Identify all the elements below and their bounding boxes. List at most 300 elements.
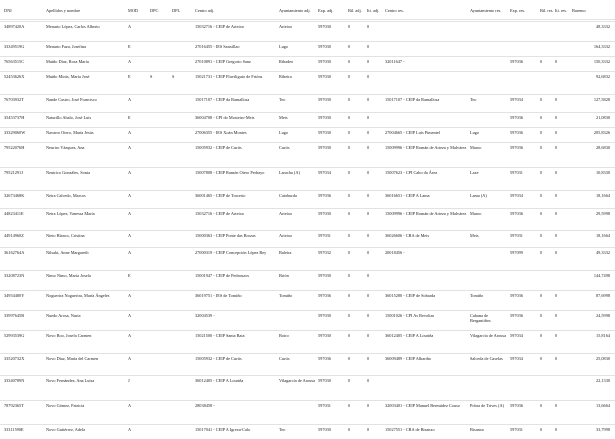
column-header-baremo: Baremo [572, 8, 586, 13]
cell-iti-adj: 0 [367, 333, 370, 338]
cell-iti-res: 0 [555, 250, 558, 255]
cell-iti-res: 0 [555, 233, 558, 238]
cell-name: Meaurio Faza, Josefina [46, 44, 86, 49]
cell-ayto-adj: Tomiño [279, 293, 293, 298]
row-divider [0, 71, 615, 72]
cell-centro-adj: 15032716 - CEIP de Arteixo [195, 211, 245, 216]
row-divider [0, 270, 615, 271]
cell-iti-adj: 0 [367, 74, 370, 79]
cell-exp-res: 597034 [510, 97, 523, 102]
cell-bil-res: 0 [540, 97, 543, 102]
cell-mod: A [128, 145, 132, 150]
cell-bil-adj: 0 [348, 130, 351, 135]
cell-bil-adj: 0 [348, 233, 351, 238]
cell-ayto-res: Meis [470, 233, 479, 238]
cell-exp-res: 597036 [510, 130, 523, 135]
cell-name: Nimo Nimo, María Josefa [46, 273, 91, 278]
cell-dni: 33340789N [4, 378, 25, 383]
cell-bil-res: 0 [540, 145, 543, 150]
cell-bil-res: 0 [540, 356, 543, 361]
cell-bil-adj: 0 [348, 97, 351, 102]
cell-iti-adj: 0 [367, 170, 370, 175]
cell-centro-res: 36026606 - CRA de Meis [385, 233, 430, 238]
cell-bil-adj: 0 [348, 193, 351, 198]
cell-ayto-res: Lama (A) [470, 193, 487, 198]
cell-bil-res: 0 [540, 403, 543, 408]
cell-exp-res: 597031 [510, 427, 523, 432]
cell-name: Novo Boo, Josefa Carmen [46, 333, 92, 338]
cell-name: Neira Calcedo, Marcos [46, 193, 86, 198]
cell-ayto-res: Cabana de Bergantiños [470, 313, 491, 324]
cell-iti-adj: 0 [367, 59, 370, 64]
cell-iti-adj: 0 [367, 427, 370, 432]
cell-iti-adj: 0 [367, 356, 370, 361]
cell-ayto-adj: Lugo [279, 44, 289, 49]
column-header-ayto-adj: Ayuntamiento adj. [279, 8, 311, 13]
cell-exp-res: 597036 [510, 59, 523, 64]
cell-mod: A [128, 59, 132, 64]
cell-ayto-res: Lugo [470, 130, 480, 135]
cell-baremo: 48,3332 [596, 24, 610, 29]
cell-iti-adj: 0 [367, 313, 370, 318]
cell-ayto-res: Salceda de Caselas [470, 356, 503, 361]
column-header-centro-res: Centro res. [385, 8, 404, 13]
cell-ayto-adj: Catoburda [279, 193, 297, 198]
cell-iti-adj: 0 [367, 378, 370, 383]
row-divider [0, 330, 615, 331]
cell-bil-res: 0 [540, 170, 543, 175]
cell-ayto-adj: Teo [279, 427, 286, 432]
cell-bil-res: 0 [540, 333, 543, 338]
cell-bil-adj: 0 [348, 115, 351, 120]
cell-dni: 33520732X [4, 356, 25, 361]
row-divider [0, 41, 615, 42]
cell-mod: A [128, 170, 132, 175]
cell-centro-res: 20018456 - [385, 250, 405, 255]
cell-dni: 35453737H [4, 115, 25, 120]
cell-ayto-adj: Ribeira [279, 74, 292, 79]
cell-baremo: 144,7498 [593, 273, 610, 278]
cell-dni: 32673468K [4, 193, 25, 198]
cell-ayto-adj: Arteixo [279, 24, 293, 29]
cell-mod: E [128, 115, 131, 120]
cell-centro-res: 15017107 - CEIP da Ramallosa [385, 97, 440, 102]
cell-exp-res: 597034 [510, 356, 523, 361]
cell-name: Nieto Blanco, Cristina [46, 233, 85, 238]
cell-iti-res: 0 [555, 193, 558, 198]
cell-ayto-adj: Lugo [279, 130, 289, 135]
cell-exp-adj: 597031 [318, 233, 331, 238]
cell-exp-adj: 597031 [318, 403, 331, 408]
cell-baremo: 92,6832 [596, 74, 610, 79]
cell-iti-adj: 0 [367, 250, 370, 255]
cell-exp-res: 597036 [510, 403, 523, 408]
cell-baremo: 18,1664 [596, 233, 610, 238]
cell-mod: A [128, 97, 132, 102]
cell-mod: E [128, 44, 131, 49]
column-header-bil-res: Bil. res. [540, 8, 554, 13]
cell-baremo: 24,5998 [596, 313, 610, 318]
cell-dni: 34897420A [4, 24, 25, 29]
cell-iti-adj: 0 [367, 403, 370, 408]
cell-exp-res: 597036 [510, 115, 523, 120]
row-divider [0, 167, 615, 168]
cell-name: Naturillo Abalo, José Luis [46, 115, 92, 120]
cell-centro-adj: 15017041 - CEIP A Igrexa-Calo [195, 427, 251, 432]
cell-dni: 33349519G [4, 44, 25, 49]
cell-baremo: 87,6998 [596, 293, 610, 298]
cell-bil-res: 0 [540, 233, 543, 238]
cell-centro-res: 32003401 - CEIP Manuel Bermúdez Couso [385, 403, 460, 408]
cell-centro-adj: 27016455 - IES Sanxillao [195, 44, 240, 49]
cell-baremo: 127,5828 [593, 97, 610, 102]
cell-name: Noguerira Noguerira, María Ángeles [46, 293, 110, 298]
cell-baremo: 33,7998 [596, 427, 610, 432]
column-header-name: Apellidos y nombre [46, 8, 81, 13]
cell-ayto-adj: Boiro [279, 333, 289, 338]
cell-ayto-res: Vilagarcía de Arousa [470, 333, 507, 338]
column-header-iti-adj: Iti. adj. [367, 8, 380, 13]
cell-bil-adj: 0 [348, 273, 351, 278]
cell-ayto-adj: Laracha (A) [279, 170, 300, 175]
row-divider [0, 208, 615, 209]
cell-ayto-adj: Arteixo [279, 211, 293, 216]
cell-exp-adj: 597030 [318, 130, 331, 135]
cell-mod: A [128, 293, 132, 298]
cell-exp-adj: 597030 [318, 313, 331, 318]
cell-iti-res: 0 [555, 130, 558, 135]
cell-bil-adj: 0 [348, 59, 351, 64]
cell-exp-adj: 597030 [318, 378, 331, 383]
cell-exp-adj: 597030 [318, 427, 331, 432]
cell-centro-adj: 36012405 - CEIP A Louriña [195, 378, 244, 383]
cell-exp-adj: 597036 [318, 193, 331, 198]
cell-centro-adj: 27006355 - IES Xoán Montes [195, 130, 247, 135]
cell-dni: 79521291J [4, 170, 23, 175]
row-divider [0, 375, 615, 376]
cell-centro-adj: 15007808 - CEIP Ramón Otero Pedrayo [195, 170, 265, 175]
cell-centro-adj: 15001947 - CEIP de Pedrouzos [195, 273, 250, 278]
column-header-exp-res: Exp. res. [510, 8, 526, 13]
cell-centro-res: 15027551 - CRA de Bisanxo [385, 427, 435, 432]
cell-iti-res: 0 [555, 145, 558, 150]
cell-exp-res: 597031 [510, 170, 523, 175]
row-divider [0, 310, 615, 311]
cell-baremo: 49,3332 [596, 250, 610, 255]
column-header-exp-adj: Exp. adj. [318, 8, 334, 13]
cell-ayto-adj: Arteixo [279, 233, 293, 238]
cell-iti-res: 0 [555, 97, 558, 102]
cell-iti-adj: 0 [367, 130, 370, 135]
cell-exp-res: 597036 [510, 313, 523, 318]
cell-centro-adj: 27010891 - CEIP Gregorio Sanz [195, 59, 251, 64]
cell-centro-res: 36015280 - CEIP de Sobrada [385, 293, 436, 298]
cell-iti-adj: 0 [367, 97, 370, 102]
cell-iti-adj: 0 [367, 145, 370, 150]
cell-dni: 52453626X [4, 74, 25, 79]
cell-bil-res: 0 [540, 427, 543, 432]
cell-bil-adj: 0 [348, 145, 351, 150]
cell-bil-res: 0 [540, 193, 543, 198]
cell-dni: 52993539G [4, 333, 25, 338]
cell-name: Neira López, Vanessa María [46, 211, 95, 216]
cell-centro-adj: 28038458 - [195, 403, 215, 408]
cell-centro-adj: 36004708 - CPI do Mosteiro-Meis [195, 115, 255, 120]
cell-exp-adj: 597030 [318, 211, 331, 216]
cell-mod: A [128, 250, 132, 255]
cell-iti-res: 0 [555, 403, 558, 408]
column-header-iti-res: Iti. res. [555, 8, 568, 13]
cell-mod: A [128, 427, 132, 432]
cell-exp-res: 597036 [510, 293, 523, 298]
cell-bil-adj: 0 [348, 427, 351, 432]
cell-centro-res: 32011647 - [385, 59, 405, 64]
cell-exp-res: 597099 [510, 250, 523, 255]
cell-centro-adj: 15021731 - CEIP Fluviliguto de Frións [195, 74, 263, 79]
cell-centro-res: 36016651 - CEIP A Lama [385, 193, 430, 198]
cell-exp-adj: 597032 [318, 250, 331, 255]
cell-name: Novo Fernández, Ana Luisa [46, 378, 95, 383]
cell-bil-adj: 0 [348, 211, 351, 216]
cell-name: Novo Gutiérrez, Adela [46, 427, 86, 432]
cell-iti-adj: 0 [367, 233, 370, 238]
cell-dni: 76703932T [4, 97, 24, 102]
column-header-centro-adj: Centro adj. [195, 8, 215, 13]
cell-ayto-adj: Ribadeo [279, 59, 294, 64]
cell-iti-res: 0 [555, 427, 558, 432]
cell-centro-adj: 27000319 - CEIP Concepción López Rey [195, 250, 267, 255]
column-header-ayto-res: Ayuntamiento res. [470, 8, 502, 13]
cell-dni: 33329060W [4, 130, 26, 135]
cell-exp-adj: 597030 [318, 273, 331, 278]
cell-baremo: 29,5998 [596, 211, 610, 216]
cell-name: Nande Castro, José Francisco [46, 97, 97, 102]
cell-dni: 34954480Y [4, 293, 25, 298]
cell-bil-adj: 0 [348, 250, 351, 255]
cell-ayto-adj: Baleira [279, 250, 292, 255]
cell-baremo: 25,0830 [596, 356, 610, 361]
cell-name: Meaurio López, Carlos Alberto [46, 24, 100, 29]
column-header-dpl: DPL [172, 8, 181, 13]
cell-iti-res: 0 [555, 333, 558, 338]
cell-baremo: 15,8164 [596, 333, 610, 338]
cell-mod: A [128, 233, 132, 238]
cell-dni: 33997645B [4, 313, 25, 318]
row-divider [0, 127, 615, 128]
row-divider [0, 400, 615, 401]
cell-bil-adj: 0 [348, 403, 351, 408]
cell-iti-res: 0 [555, 115, 558, 120]
cell-ayto-adj: Teo [279, 97, 286, 102]
cell-exp-adj: 597030 [318, 333, 331, 338]
cell-bil-adj: 0 [348, 378, 351, 383]
cell-exp-adj: 597036 [318, 356, 331, 361]
column-header-dni: DNI [4, 8, 12, 13]
cell-iti-adj: 0 [367, 193, 370, 198]
row-divider [0, 230, 615, 231]
cell-bil-adj: 0 [348, 44, 351, 49]
cell-bil-res: 0 [540, 293, 543, 298]
cell-bil-adj: 0 [348, 24, 351, 29]
cell-bil-res: 0 [540, 211, 543, 216]
cell-iti-adj: 0 [367, 115, 370, 120]
cell-ayto-res: Maroo [470, 211, 482, 216]
row-divider [0, 142, 615, 143]
row-divider [0, 424, 615, 425]
cell-dni: 36162764A [4, 250, 25, 255]
cell-exp-adj: 597030 [318, 44, 331, 49]
cell-mod: E [128, 74, 131, 79]
cell-dni: 78792365T [4, 403, 24, 408]
cell-ayto-adj: Vilagarcía de Arousa [279, 378, 315, 383]
cell-bil-res: 0 [540, 115, 543, 120]
cell-bil-adj: 0 [348, 356, 351, 361]
cell-name: Neutrico Gonzáles, Sonia [46, 170, 91, 175]
cell-exp-adj: 597030 [318, 145, 331, 150]
cell-baremo: 10,8330 [596, 170, 610, 175]
cell-mod: A [128, 24, 132, 29]
cell-iti-res: 0 [555, 313, 558, 318]
cell-exp-res: 597034 [510, 333, 523, 338]
cell-exp-adj: 597036 [318, 293, 331, 298]
cell-ayto-res: Maroo [470, 145, 482, 150]
cell-centro-adj: 15032716 - CEIP de Arteixo [195, 24, 245, 29]
cell-exp-res: 597034 [510, 193, 523, 198]
cell-ayto-res: Laxe [470, 170, 479, 175]
cell-ayto-adj: Meis [279, 115, 288, 120]
cell-centro-adj: 36019751 - IES de Tomiño [195, 293, 242, 298]
cell-baremo: 205,8326 [593, 130, 610, 135]
row-divider [0, 247, 615, 248]
cell-iti-res: 0 [555, 293, 558, 298]
cell-iti-res: 0 [555, 356, 558, 361]
cell-baremo: 13,6664 [596, 403, 610, 408]
cell-dpl: S [172, 74, 175, 79]
cell-dpc: S [150, 74, 153, 79]
column-header-dpc: DPC [150, 8, 159, 13]
cell-ayto-adj: Brión [279, 273, 289, 278]
row-divider [0, 94, 615, 95]
cell-ayto-res: Tomiño [470, 293, 484, 298]
cell-iti-res: 0 [555, 211, 558, 216]
cell-exp-res: 597031 [510, 233, 523, 238]
cell-centro-res: 27004665 - CEIP Luís Pimentel [385, 130, 440, 135]
cell-exp-adj: 597034 [318, 170, 331, 175]
cell-name: Muiño Mirás, María José [46, 74, 90, 79]
cell-bil-res: 0 [540, 313, 543, 318]
column-header-mod: MOD [128, 8, 139, 13]
cell-ayto-res: Teo [470, 97, 477, 102]
cell-iti-adj: 0 [367, 273, 370, 278]
cell-dni: 79522076H [4, 145, 25, 150]
cell-mod: A [128, 130, 132, 135]
cell-iti-adj: 0 [367, 24, 370, 29]
cell-exp-res: 597036 [510, 211, 523, 216]
cell-bil-adj: 0 [348, 313, 351, 318]
cell-name: Novo Díaz, María del Carmen [46, 356, 99, 361]
row-divider [0, 353, 615, 354]
cell-iti-res: 0 [555, 170, 558, 175]
row-divider [0, 112, 615, 113]
cell-bil-res: 0 [540, 250, 543, 255]
cell-exp-adj: 597030 [318, 24, 331, 29]
cell-baremo: 21,0830 [596, 115, 610, 120]
cell-centro-adj: 32004539 - [195, 313, 215, 318]
cell-ayto-res: Bisanxo [470, 427, 485, 432]
cell-bil-res: 0 [540, 130, 543, 135]
cell-baremo: 28,6830 [596, 145, 610, 150]
cell-name: Novo Gómez, Patricia [46, 403, 85, 408]
cell-mod: A [128, 211, 132, 216]
cell-exp-adj: 597030 [318, 74, 331, 79]
cell-name: Nuedo Arosa, Nuria [46, 313, 81, 318]
cell-baremo: 18,1664 [596, 193, 610, 198]
row-divider [0, 290, 615, 291]
cell-centro-res: 15009996 - CEIP Román de Arteza y Malvárez [385, 145, 467, 150]
cell-dni: 76563515C [4, 59, 25, 64]
cell-ayto-res: Pobra de Trives (A) [470, 403, 505, 408]
cell-ayto-adj: Curtis [279, 145, 290, 150]
cell-mod: A [128, 313, 132, 318]
cell-mod: A [128, 403, 132, 408]
cell-dni: 33311590E [4, 427, 24, 432]
cell-bil-res: 0 [540, 59, 543, 64]
cell-bil-adj: 0 [348, 293, 351, 298]
cell-exp-adj: 597030 [318, 59, 331, 64]
cell-iti-adj: 0 [367, 293, 370, 298]
cell-baremo: 22,1330 [596, 378, 610, 383]
cell-mod: A [128, 333, 132, 338]
cell-name: Muiño Díaz, Rosa María [46, 59, 89, 64]
cell-exp-res: 597036 [510, 145, 523, 150]
cell-centro-adj: 15005932 - CEIP de Curtis [195, 145, 242, 150]
row-divider [0, 56, 615, 57]
cell-mod: J [128, 378, 130, 383]
cell-centro-res: 36012405 - CEIP A Louriña [385, 333, 434, 338]
column-header-bil-adj: Bil. adj. [348, 8, 362, 13]
cell-ayto-adj: Curtis [279, 356, 290, 361]
cell-name: Neuriro Vázquez, Ana [46, 145, 85, 150]
row-divider [0, 190, 615, 191]
cell-iti-res: 0 [555, 59, 558, 64]
cell-centro-res: 15001026 - CPI As Revoltas [385, 313, 435, 318]
cell-bil-adj: 0 [348, 333, 351, 338]
cell-name: Nilsakt, Anne Margareth [46, 250, 89, 255]
cell-centro-adj: 15017107 - CEIP da Ramallosa [195, 97, 250, 102]
cell-centro-adj: 15005932 - CEIP de Curtis [195, 356, 242, 361]
cell-mod: A [128, 356, 132, 361]
cell-baremo: 164,3332 [593, 44, 610, 49]
cell-centro-adj: 36001465 - CEIP de Tracerio [195, 193, 246, 198]
cell-mod: E [128, 273, 131, 278]
cell-centro-adj: 15021500 - CEIP Santa Baia [195, 333, 245, 338]
cell-mod: A [128, 193, 132, 198]
header-divider [0, 19, 615, 20]
cell-bil-adj: 0 [348, 170, 351, 175]
cell-exp-adj: 597030 [318, 115, 331, 120]
cell-name: Navarro Otero, María Jesús [46, 130, 94, 135]
cell-exp-adj: 597030 [318, 97, 331, 102]
cell-centro-res: 15009996 - CEIP Román de Arteza y Malvárez [385, 211, 467, 216]
cell-baremo: 150,3332 [593, 59, 610, 64]
row-divider [0, 21, 615, 22]
cell-dni: 33208723N [4, 273, 25, 278]
cell-centro-res: 15007623 - CPI Cabo da Área [385, 170, 438, 175]
cell-centro-res: 36009489 - CEIP Albariño [385, 356, 432, 361]
cell-bil-adj: 0 [348, 74, 351, 79]
cell-dni: 44914960Z [4, 233, 24, 238]
cell-centro-adj: 15000363 - CEIP Ponte das Brozas [195, 233, 256, 238]
